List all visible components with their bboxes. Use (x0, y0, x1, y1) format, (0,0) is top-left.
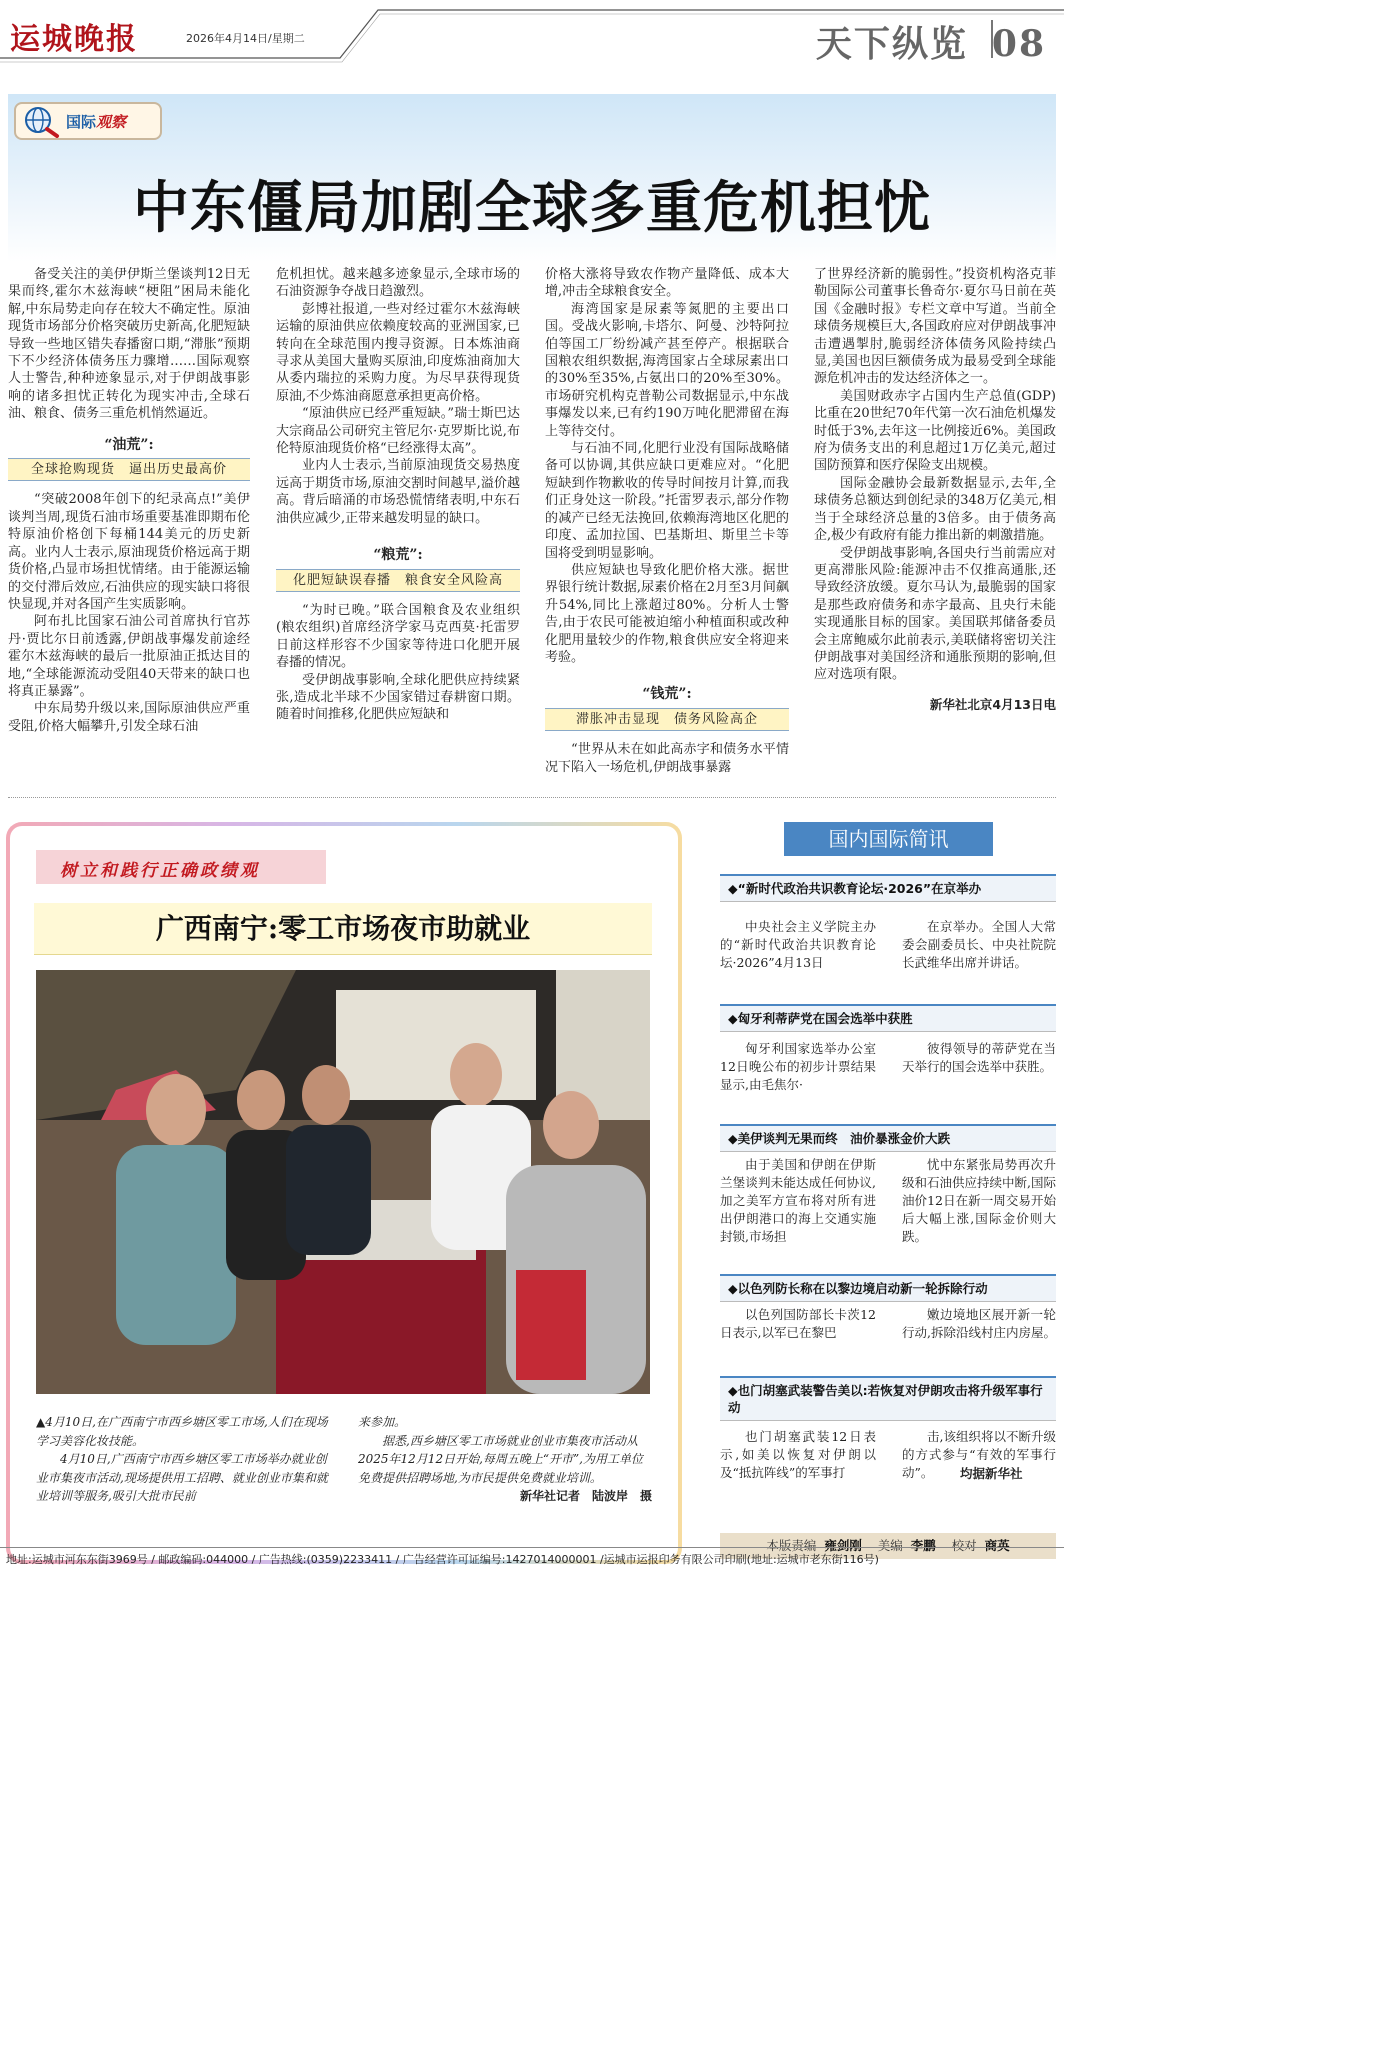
section-subheading: 滞胀冲击显现 债务风险高企 (545, 708, 789, 731)
brief-title: ◆“新时代政治共识教育论坛·2026”在京举办 (720, 874, 1056, 902)
section-subheading: 化肥短缺误春播 粮食安全风险高 (276, 569, 520, 592)
briefs-header: 国内国际简讯 (784, 822, 993, 856)
feature-title: 广西南宁:零工市场夜市助就业 (34, 903, 652, 955)
article-column-1 (8, 266, 250, 735)
paragraph: 阿布扎比国家石油公司首席执行官苏丹·贾比尔日前透露,伊朗战事爆发前途经霍尔木兹海峡的最后一批原油正抵达目的地,“全球能源流动受阻40天带来的缺口也将真正暴露”。 (8, 614, 250, 699)
paragraph: “原油供应已经严重短缺。”瑞士斯巴达大宗商品公司研究主管尼尔·克罗斯比说,布伦特原油现货价格“已经涨得太高”。 (276, 406, 520, 457)
paragraph: 美国财政赤字占国内生产总值(GDP)比重在20世纪70年代第一次石油危机爆发时低于3%,去年这一比例接近6%。美国政府为债务支出的利息超过1万亿美元,超过国防预算和医疗保险支出规模。 (814, 388, 1056, 474)
paragraph: 国际金融协会最新数据显示,去年,全球债务总额达到创纪录的348万亿美元,相当于全球经济总量的3倍多。由于债务高企,极少有政府有能力推出新的刺激措施。 (814, 475, 1056, 544)
briefs-credit: 均据新华社 (960, 1466, 1023, 1481)
credit-label: 本版责编 (766, 1538, 817, 1553)
article-column-4 (814, 266, 1056, 713)
issue-date: 2026年4月14日/星期二 (186, 32, 305, 45)
section-subheading: 全球抢购现货 逼出历史最高价 (8, 458, 250, 481)
brief-text (720, 1156, 876, 1246)
brief-text-left: 以色列国防部长卡茨12日表示,以军已在黎巴 (720, 1307, 876, 1340)
paragraph: 了世界经济新的脆弱性。”投资机构洛克菲勒国际公司董事长鲁奇尔·夏尔马日前在英国《金融时报》专栏文章中写道。当前全球债务规模巨大,各国政府应对伊朗战事冲击遭遇掣肘,脆弱经济体债务风险持续凸显,美国也因巨额债务成为最易受到全球能源危机冲击的发达经济体之一。 (814, 267, 1056, 387)
article-column-2 (276, 266, 520, 724)
brief-text-right: 嫩边境地区展开新一轮行动,拆除沿线村庄内房屋。 (902, 1307, 1056, 1340)
column-badge-label: 国际观察 (66, 113, 127, 131)
paragraph: 彭博社报道,一些对经过霍尔木兹海峡运输的原油供应依赖度较高的亚洲国家,已转向在全球范围内搜寻资源。日本炼油商寻求从美国大量购买原油,印度炼油商加大从委内瑞拉的采购力度。为尽早获得现货原油,不少炼油商愿意承担更高价格。 (276, 301, 520, 404)
photo-credit: 新华社记者 陆波岸 摄 (519, 1489, 652, 1503)
brief-title: ◆以色列防长称在以黎边境启动新一轮拆除行动 (720, 1274, 1056, 1302)
caption-text: 据悉,西乡塘区零工市场就业创业市集夜市活动从2025年12月12日开始,每周五晚上“开市”,为用工单位免费提供招聘场地,为市民提供免费就业培训。 (358, 1433, 643, 1485)
photo-caption-left (36, 1413, 336, 1506)
paragraph: 中东局势升级以来,国际原油供应严重受阻,价格大幅攀升,引发全球石油 (8, 701, 250, 734)
brief-text (720, 1040, 876, 1094)
paragraph: 与石油不同,化肥行业没有国际战略储备可以协调,其供应缺口更难应对。“化肥短缺到作物歉收的传导时间按月计算,而我们正身处这一阶段。”托雷罗表示,部分作物的减产已经无法挽回,依赖海湾地区化肥的印度、孟加拉国、巴基斯坦、斯里兰卡等国将受到明显影响。 (545, 441, 789, 561)
brief-title: ◆美伊谈判无果而终 油价暴涨金价大跌 (720, 1124, 1056, 1152)
newspaper-logo: 运城晚报 (10, 22, 138, 57)
section-heading: “油荒”: (104, 436, 154, 453)
article-column-3 (545, 266, 789, 776)
feature-tag-label: 树立和践行正确政绩观 (60, 861, 260, 881)
brief-text-right: 彼得领导的蒂萨党在当天举行的国会选举中获胜。 (902, 1041, 1056, 1074)
paragraph: 业内人士表示,当前原油现货交易热度远高于期货市场,原油交割时间越早,溢价越高。背后暗涌的市场恐慌情绪表明,中东石油供应减少,正带来越发明显的缺口。 (276, 458, 520, 526)
feature-photo (36, 970, 650, 1394)
brief-text (902, 1156, 1056, 1246)
caption-text: ▲4月10日,在广西南宁市西乡塘区零工市场,人们在现场学习美容化妆技能。 (36, 1415, 328, 1448)
paragraph: 受伊朗战事影响,全球化肥供应持续紧张,造成北半球不少国家错过春耕窗口期。随着时间推移,化肥供应短缺和 (276, 672, 520, 723)
paragraph: 备受关注的美伊伊斯兰堡谈判12日无果而终,霍尔木兹海峡“梗阻”困局未能化解,中东局势走向存在较大不确定性。原油现货市场部分价格突破历史新高,化肥短缺导致一些地区错失春播窗口期,“滞胀”预期下不少经济体债务压力骤增……国际观察人士警告,种种迹象显示,对于伊朗战事影响的诸多担忧正转化为现实冲击,全球石油、粮食、债务三重危机悄然逼近。 (8, 267, 250, 422)
photo-caption-right (358, 1413, 652, 1506)
paragraph: 海湾国家是尿素等氮肥的主要出口国。受战火影响,卡塔尔、阿曼、沙特阿拉伯等国工厂纷纷减产甚至停产。根据联合国粮农组织数据,海湾国家占全球尿素出口的30%至35%,占氨出口的20%至30%。市场研究机构克普勒公司数据显示,中东战事爆发以来,已有约190万吨化肥滞留在海上等待交付。 (545, 301, 789, 439)
page-footer: 地址:运城市河东东街3969号 / 邮政编码:044000 / 广告热线:(0359)2233411 / 广告经营许可证编号:1427014000001 /运城市运报印务有限公司印刷(地址:运城市老东街116号) (0, 1547, 1064, 1571)
brief-text-right: 在京举办。全国人大常委会副委员长、中央社院院长武维华出席并讲话。 (902, 919, 1056, 970)
credit-label: 美编 (877, 1538, 903, 1553)
article-byline: 新华社北京4月13日电 (929, 696, 1056, 712)
main-headline: 中东僵局加剧全球多重危机担忧 (133, 176, 931, 241)
brief-text (902, 918, 1056, 972)
globe-magnifier-icon (20, 104, 62, 138)
paragraph: “突破2008年创下的纪录高点!”美伊谈判当周,现货石油市场重要基准即期布伦特原油价格创下每桶144美元的历史新高。业内人士表示,原油现货价格远高于期货价格,凸显市场担忧情绪。由于能源运输的交付滞后效应,石油供应的现实缺口将很快显现,并对各国产生实质影响。 (8, 492, 250, 612)
brief-text (902, 1040, 1056, 1076)
paragraph: 受伊朗战事影响,各国央行当前需应对更高滞胀风险:能源冲击不仅推高通胀,还导致经济放缓。夏尔马认为,最脆弱的国家是那些政府债务和赤字最高、且央行未能实现通胀目标的国家。美国联邦储备委员会主席鲍威尔此前表示,美联储将密切关注伊朗战事对美国经济和通胀预期的影响,但应对选项有限。 (814, 545, 1056, 683)
brief-text (720, 918, 876, 972)
paragraph: “世界从未在如此高赤字和债务水平情况下陷入一场危机,伊朗战事暴露 (545, 742, 789, 775)
caption-text: 4月10日,广西南宁市西乡塘区零工市场举办就业创业市集夜市活动,现场提供用工招聘、就业创业市集和就业培训等服务,吸引大批市民前 (36, 1452, 328, 1503)
paragraph: 供应短缺也导致化肥价格大涨。据世界银行统计数据,尿素价格在2月至3月间飙升54%,同比上涨超过80%。分析人士警告,由于农民可能被迫缩小种植面积或改种化肥用量较少的作物,粮食供应安全将迎来考验。 (545, 562, 789, 665)
section-divider (8, 797, 1056, 798)
brief-text-left: 中央社会主义学院主办的“新时代政治共识教育论坛·2026”4月13日 (720, 919, 876, 970)
paragraph: “为时已晚。”联合国粮食及农业组织(粮农组织)首席经济学家马克西莫·托雷罗日前这样形容不少国家等待进口化肥开展春播的情况。 (276, 602, 520, 671)
section-heading: “钱荒”: (642, 686, 692, 703)
brief-text (720, 1428, 876, 1482)
page-number: 08 (991, 23, 1046, 65)
paragraph: 危机担忧。越来越多迹象显示,全球市场的石油资源争夺战日趋激烈。 (276, 267, 520, 300)
credit-name: 商英 (984, 1538, 1010, 1553)
brief-title: ◆匈牙利蒂萨党在国会选举中获胜 (720, 1004, 1056, 1032)
brief-text (902, 1306, 1056, 1342)
brief-text-right: 击,该组织将以不断升级的方式参与“有效的军事行动”。 (902, 1429, 1056, 1480)
credit-name: 雍剑刚 (824, 1538, 862, 1553)
paragraph: 价格大涨将导致农作物产量降低、成本大增,冲击全球粮食安全。 (545, 267, 789, 300)
section-title: 天下纵览 08 (815, 23, 1046, 65)
brief-text-left: 也门胡塞武装12日表示,如美以恢复对伊朗以及“抵抗阵线”的军事打 (720, 1429, 876, 1480)
caption-text: 来参加。 (358, 1415, 407, 1429)
brief-text-left: 匈牙利国家选举办公室12日晚公布的初步计票结果显示,由毛焦尔· (720, 1041, 876, 1092)
brief-text-right: 忧中东紧张局势再次升级和石油供应持续中断,国际油价12日在新一周交易开始后大幅上涨,国际金价则大跌。 (902, 1157, 1056, 1244)
feature-tag (36, 850, 326, 884)
credit-label: 校对 (951, 1538, 977, 1553)
brief-text-left: 由于美国和伊朗在伊斯兰堡谈判未能达成任何协议,加之美军方宣布将对所有进出伊朗港口的海上交通实施封锁,市场担 (720, 1157, 876, 1244)
credit-name: 李鹏 (910, 1538, 936, 1553)
section-heading: “粮荒”: (373, 547, 423, 564)
brief-text (720, 1306, 876, 1342)
brief-title: ◆也门胡塞武装警告美以:若恢复对伊朗攻击将升级军事行动 (720, 1376, 1056, 1421)
